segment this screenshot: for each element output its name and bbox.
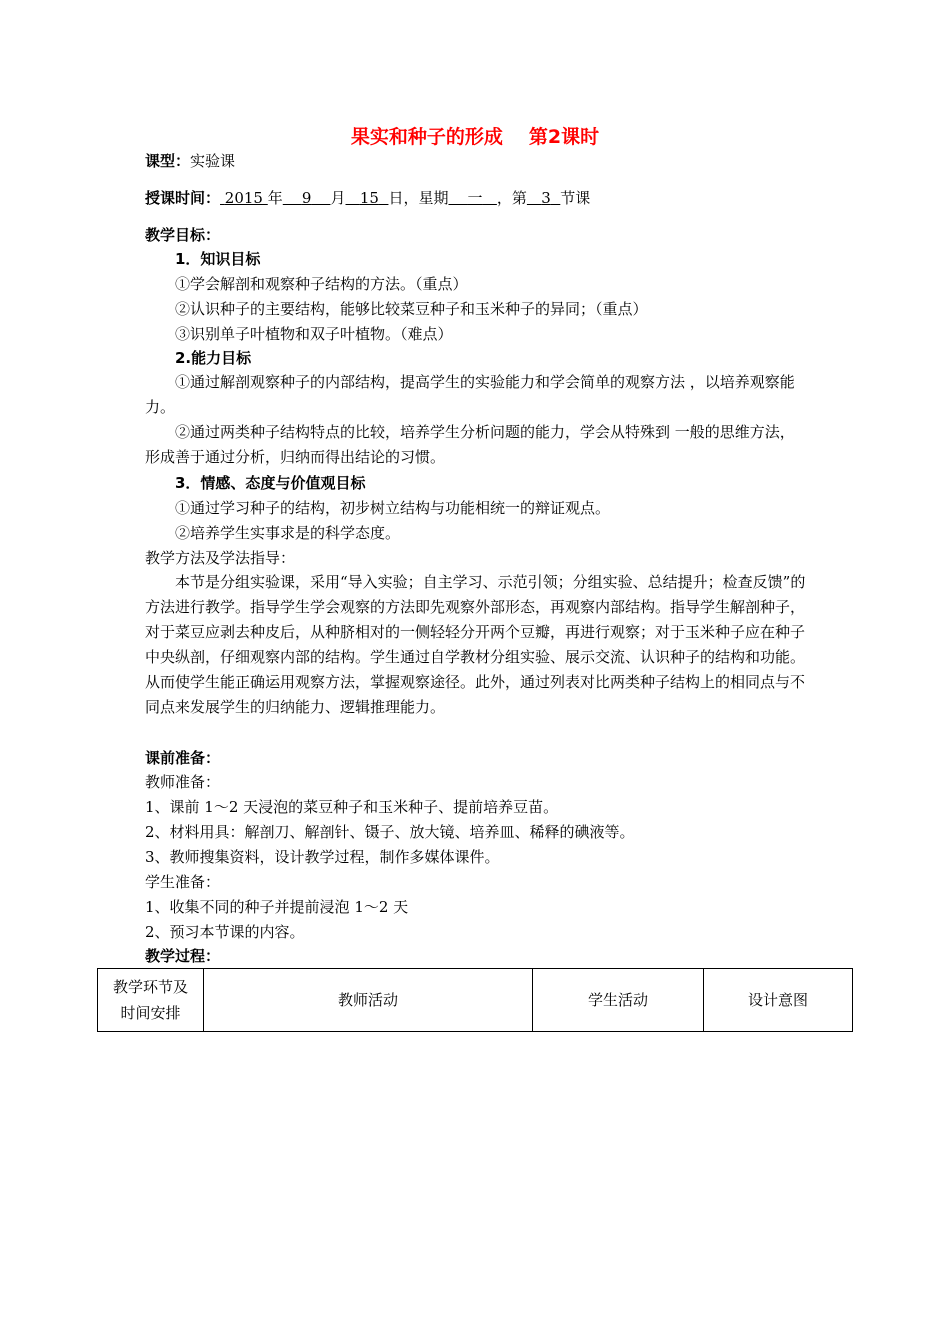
course-type-label: 课型： (145, 152, 191, 170)
knowledge-goal-item: ①学会解剖和观察种子结构的方法。（重点） (175, 275, 468, 293)
header-cell-teacher: 教师活动 (204, 969, 533, 1032)
teacher-prep-heading: 教师准备： (145, 773, 221, 791)
schedule-month-unit: 月 (330, 189, 346, 207)
schedule-period: 3 (541, 189, 551, 207)
schedule-year-unit: 年 (267, 189, 283, 207)
teacher-prep-item: 3、教师搜集资料，设计教学过程，制作多媒体课件。 (145, 848, 500, 866)
ability-goal-item: ②通过两类种子结构特点的比较，培养学生分析问题的能力，学会从特殊到 一般的思维方法，形成善于通过分析，归纳而得出结论的习惯。 (145, 423, 795, 466)
process-heading: 教学过程： (145, 947, 221, 965)
header-stage-line1: 教学环节及 (112, 978, 188, 996)
schedule-year: 2015 (224, 189, 263, 207)
emotion-goal-heading: 3．情感、态度与价值观目标 (175, 474, 366, 492)
schedule-month: 9 (301, 189, 312, 207)
ability-goal-item: ①通过解剖观察种子的内部结构，提高学生的实验能力和学会简单的观察方法 ，以培养观察能力。 (145, 373, 795, 416)
table-header-row (98, 969, 853, 1032)
title-period: 第2课时 (528, 126, 600, 148)
prep-heading: 课前准备： (145, 749, 221, 767)
teacher-prep-item: 1、课前 1～2 天浸泡的菜豆种子和玉米种子、提前培养豆苗。 (145, 798, 559, 816)
schedule-day-unit: 日，星期 (388, 189, 449, 207)
header-stage-line2: 时间安排 (120, 1004, 181, 1022)
method-body: 本节是分组实验课，采用“导入实验；自主学习、示范引领；分组实验、总结提升；检查反馈”的方法进行教学。指导学生学会观察的方法即先观察外部形态，再观察内部结构。指导学生解剖种子，对于菜豆应剥去种皮后，从种脐相对的一侧轻轻分开两个豆瓣，再进行观察；对于玉米种子应在种子中央纵剖，仔细观察内部的结构。学生通过自学教材分组实验、展示交流、认识种子的结构和功能。从而使学生能正确运用观察方法，掌握观察途径。此外，通过列表对比两类种子结构上的相同点与不同点来发展学生的归纳能力、逻辑推理能力。 (145, 573, 806, 716)
student-prep-item: 1、收集不同的种子并提前浸泡 1～2 天 (145, 898, 409, 916)
page-title (0, 124, 950, 150)
schedule-period-unit: 节课 (560, 189, 591, 207)
process-table (97, 968, 853, 1032)
knowledge-goal-heading: 1．知识目标 (175, 250, 261, 268)
header-cell-student: 学生活动 (533, 969, 704, 1032)
student-prep-heading: 学生准备： (145, 873, 221, 891)
schedule-label: 授课时间： (145, 189, 221, 207)
ability-goal-heading: 2.能力目标 (175, 349, 252, 367)
goals-heading: 教学目标： (145, 226, 221, 244)
knowledge-goal-item: ②认识种子的主要结构，能够比较菜豆种子和玉米种子的异同；（重点） (175, 300, 648, 318)
schedule-line (145, 188, 590, 208)
schedule-day: 15 (359, 189, 379, 207)
title-main: 果实和种子的形成 (350, 126, 503, 148)
method-heading: 教学方法及学法指导： (145, 549, 296, 567)
header-cell-intent: 设计意图 (704, 969, 853, 1032)
student-prep-item: 2、预习本节课的内容。 (145, 923, 305, 941)
knowledge-goal-item: ③识别单子叶植物和双子叶植物。（难点） (175, 325, 453, 343)
schedule-sep: ，第 (496, 189, 527, 207)
course-type-value: 实验课 (190, 152, 236, 170)
teacher-prep-item: 2、材料用具：解剖刀、解剖针、镊子、放大镜、培养皿、稀释的碘液等。 (145, 823, 635, 841)
course-type-line (145, 151, 235, 171)
schedule-weekday: 一 (467, 189, 483, 207)
emotion-goal-item: ②培养学生实事求是的科学态度。 (175, 524, 401, 542)
emotion-goal-item: ①通过学习种子的结构，初步树立结构与功能相统一的辩证观点。 (175, 499, 611, 517)
header-cell-stage (98, 969, 204, 1032)
